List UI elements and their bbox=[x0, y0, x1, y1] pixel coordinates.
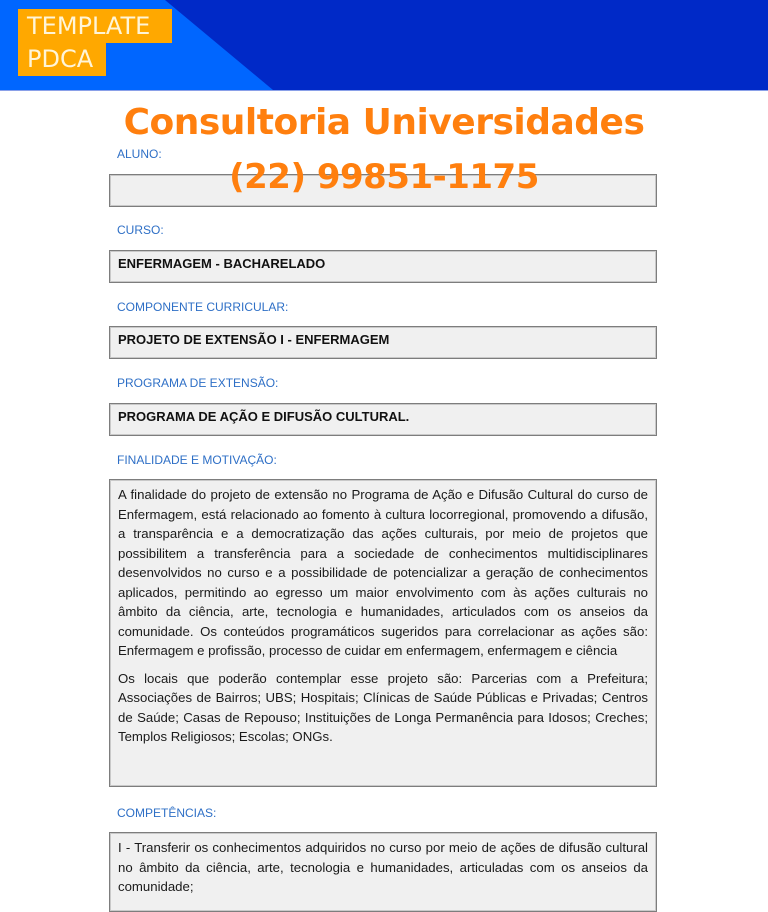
componente-label: COMPONENTE CURRICULAR: bbox=[117, 300, 289, 314]
componente-value: PROJETO DE EXTENSÃO I - ENFERMAGEM bbox=[118, 332, 390, 347]
programa-value: PROGRAMA DE AÇÃO E DIFUSÃO CULTURAL. bbox=[118, 409, 410, 424]
componente-field[interactable] bbox=[109, 326, 657, 359]
aluno-label: ALUNO: bbox=[117, 147, 162, 161]
curso-label: CURSO: bbox=[117, 223, 164, 237]
finalidade-paragraph: A finalidade do projeto de extensão no Programa de Ação e Difusão Cultural do curso de Enfermagem, está relacionado ao fomento à cultura locorregional, promovendo a difusão, a transparência e a democratização das ações culturais, por meio de projetos que possibilitem a transferência para a sociedade de conhecimentos multidisciplinares desenvolvidos no curso e a possibilidade de potencializar a geração de conhecimentos aplicados, permitindo ao egresso um maior envolvimento com às ações culturais no âmbito da ciência, arte, tecnologia e humanidades, articulados com os anseios da comunidade. Os conteúdos programáticos sugeridos para correlacionar as ações são: Enfermagem e profissão, processo de cuidar em enfermagem, enfermagem e ciência bbox=[118, 487, 648, 658]
curso-value: ENFERMAGEM - BACHARELADO bbox=[118, 256, 326, 271]
finalidade-field[interactable] bbox=[109, 479, 657, 787]
competencias-label: COMPETÊNCIAS: bbox=[117, 806, 217, 820]
template-tag-line2: PDCA bbox=[27, 45, 94, 73]
finalidade-label: FINALIDADE E MOTIVAÇÃO: bbox=[117, 453, 277, 467]
programa-label: PROGRAMA DE EXTENSÃO: bbox=[117, 376, 279, 390]
template-tag bbox=[27, 10, 150, 76]
curso-field[interactable] bbox=[109, 250, 657, 283]
watermark-title: Consultoria Universidades bbox=[123, 102, 645, 143]
template-tag-line1: TEMPLATE bbox=[27, 12, 151, 40]
finalidade-paragraph: Os locais que poderão contemplar esse projeto são: Parcerias com a Prefeitura; Associações de Bairros; UBS; Hospitais; Clínicas de Saúde Públicas e Privadas; Centros de Saúde; Casas de Repouso; Instituições de Longa Permanência para Idosos; Creches; Templos Religiosos; Escolas; ONGs. bbox=[118, 670, 648, 744]
header-banner bbox=[0, 0, 768, 91]
competencias-field[interactable] bbox=[109, 832, 657, 912]
programa-field[interactable] bbox=[109, 403, 657, 436]
competencias-paragraph: I - Transferir os conhecimentos adquiridos no curso por meio de ações de difusão cultural no âmbito da ciência, arte, tecnologia e humanidades, articuladas com os anseios da comunidade; bbox=[118, 840, 648, 894]
watermark-phone: (22) 99851-1175 bbox=[229, 157, 539, 197]
